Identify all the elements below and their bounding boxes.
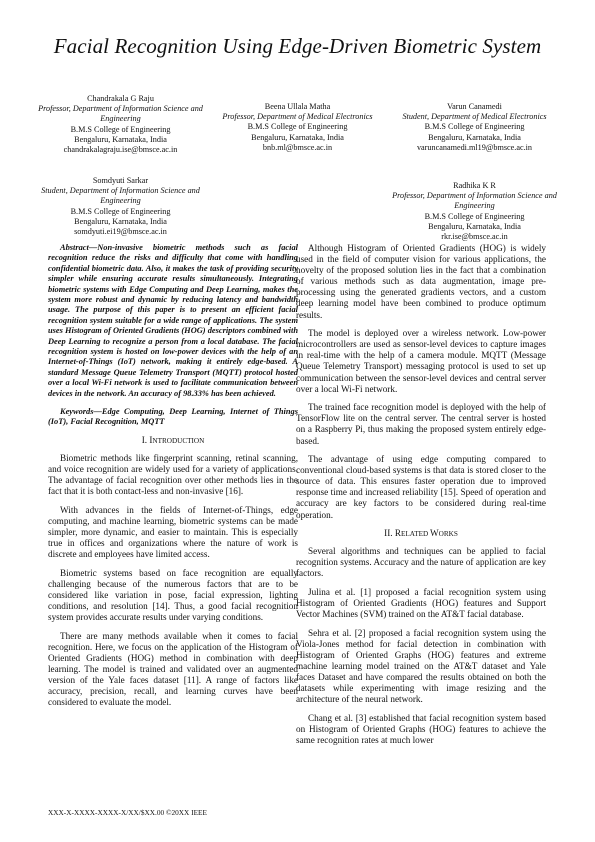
section-title-initial: R (394, 528, 402, 539)
paragraph: Biometric methods like fingerprint scanning, retinal scanning, and voice recognition are widely used for a variety of applications. The advantage of facial recognition over other methods lies in the fact that it is both contact-less and non-invasive [16]. (48, 453, 298, 497)
author-role: Professor, Department of Medical Electronics (222, 112, 373, 122)
section-heading-introduction (48, 435, 298, 447)
author-location: Bengaluru, Karnataka, India (251, 132, 344, 142)
author-institution: B.M.S College of Engineering (424, 211, 525, 221)
author-institution: B.M.S College of Engineering (70, 206, 171, 216)
section-title-rest-2: ORKS (438, 530, 458, 539)
author-email[interactable]: somdyuti.ei19@bmsce.ac.in (74, 227, 167, 237)
paragraph: The trained face recognition model is deployed with the help of TensorFlow lite on the central server. The central server is hosted on a Raspberry Pi, thus making the proposed system entirely edge-based. (296, 402, 546, 446)
author-email[interactable]: rkr.ise@bmsce.ac.in (441, 232, 508, 242)
section-number: II. (384, 528, 393, 539)
author-block-3 (392, 102, 557, 153)
paragraph: Chang et al. [3] established that facial recognition system based on Histogram of Oriented Graphs (HOG) features to achieve the same recognition rates at much lower (296, 712, 546, 746)
author-location: Bengaluru, Karnataka, India (74, 134, 167, 144)
paragraph: Biometric systems based on face recognition are equally challenging because of the numerous factors that are to be considered like variation in pose, facial expression, lighting conditions, and resolution [14]. Thus, a good facial recognition system provides accurate results under varying conditions. (48, 567, 298, 623)
author-role: Professor, Department of Information Science and Engineering (392, 191, 557, 211)
author-name: Chandrakala G Raju (87, 94, 154, 103)
section-title-rest: ELATED (401, 530, 430, 539)
paragraph: Sehra et al. [2] proposed a facial recognition system using the Viola-Jones method for facial detection in combination with Histogram of Oriented Graphs (HOG) features and extreme machine learning model trained on the AT&T dataset and Yale faces Dataset and have compared the results obtained on both the datasets while experimenting with image resizing and the architecture of the neural network. (296, 627, 546, 705)
author-institution: B.M.S College of Engineering (424, 122, 525, 132)
keywords: Keywords—Edge Computing, Deep Learning, Internet of Things (IoT), Facial Recognition, MQTT (48, 406, 298, 426)
section-title-initial: I (149, 434, 153, 445)
author-institution: B.M.S College of Engineering (247, 122, 348, 132)
paragraph: The model is deployed over a wireless network. Low-power microcontrollers are used as sensor-level devices to capture images in real-time with the help of a camera module. MQTT (Message Queue Telemetry Transport) messaging protocol is used to set up communication between the sensor-level devices and central server over a local Wi-Fi network. (296, 328, 546, 394)
paragraph: There are many methods available when it comes to facial recognition. Here, we focus on the application of the Histogram of Oriented Gradients (HOG) method in combination with deep learning. The model is trained and validated over an augmented version of the Yale faces dataset [11]. A range of factors like accuracy, precision, recall, and learning curves have been considered to evaluate the model. (48, 630, 298, 708)
section-title-initial-2: W (429, 528, 439, 539)
paragraph: Julina et al. [1] proposed a facial recognition system using Histogram of Oriented Gradients (HOG) features and Support Vector Machines (SVM) trained on the AT&T facial database. (296, 587, 546, 620)
author-role: Student, Department of Information Science and Engineering (41, 186, 200, 206)
author-location: Bengaluru, Karnataka, India (74, 216, 167, 226)
paragraph: Several algorithms and techniques can be applied to facial recognition systems. Accuracy and the nature of application are key factors. (296, 546, 546, 579)
right-column (296, 243, 546, 754)
author-block-2 (215, 102, 380, 153)
abstract: Abstract—Non-invasive biometric methods such as facial recognition reduce the risks and difficulty that come with handling confidential biometric data. Also, it makes the task of providing security simpler while ensuring accurate results simultaneously. Integrating biometric systems with Edge Computing and Deep Learning, makes the system more robust and dynamic by reducing latency and bandwidth usage. The purpose of this paper is to present an efficient facial recognition system suitable for a wide range of applications. The system uses Histogram of Oriented Gradients (HOG) descriptors combined with Deep Learning to recognize a person from a local database. The facial recognition system is hosted on low-power devices with the help of an Internet-of-Things (IoT) network, making it entirely edge-based. A standard Message Queue Telemetry Transport (MQTT) protocol hosted over a local Wi-Fi network is used to facilitate communication between devices in the network. An accuracy of 98.33% has been achieved. (48, 243, 298, 398)
paragraph: Although Histogram of Oriented Gradients (HOG) is widely used in the field of computer vision for various applications, the novelty of the proposed solution lies in the fact that a combination of various methods such as data augmentation, image pre-processing using the generated gradients vectors, and a custom deep learning model have been combined to produce optimum results. (296, 243, 546, 320)
author-location: Bengaluru, Karnataka, India (428, 132, 521, 142)
author-location: Bengaluru, Karnataka, India (428, 221, 521, 231)
author-role: Student, Department of Medical Electronics (402, 112, 547, 122)
author-block-4 (38, 176, 203, 237)
author-email[interactable]: varuncanamedi.ml19@bmsce.ac.in (416, 142, 533, 152)
section-title-rest: NTRODUCTION (152, 436, 205, 445)
paragraph: The advantage of using edge computing compared to conventional cloud-based systems is that data is stored closer to the source of data. This ensures faster operation due to improved response time and increased reliability [15]. Speed of operation and accuracy are key factors to be considered during real-time operation. (296, 454, 546, 520)
author-block-5 (392, 181, 557, 242)
author-name: Somdyuti Sarkar (92, 176, 149, 185)
author-email[interactable]: chandrakalagraju.ise@bmsce.ac.in (63, 145, 178, 155)
section-number: I. (141, 434, 148, 445)
paper-title: Facial Recognition Using Edge-Driven Biometric System (53, 34, 542, 58)
author-role: Professor, Department of Information Science and Engineering (38, 104, 203, 124)
author-email[interactable]: bnb.ml@bmsce.ac.in (262, 142, 333, 152)
section-heading-related-works (296, 528, 546, 540)
copyright-footer: XXX-X-XXXX-XXXX-X/XX/$XX.00 ©20XX IEEE (48, 808, 207, 817)
author-name: Varun Canamedi (447, 102, 502, 111)
author-name: Beena Ullala Matha (264, 102, 331, 111)
author-institution: B.M.S College of Engineering (70, 124, 171, 134)
left-column (48, 243, 298, 716)
paragraph: With advances in the fields of Internet-of-Things, edge computing, and machine learning, biometric systems can be made simpler, more dynamic, and easier to maintain. This is especially true in offices and organizations where the nature of work is discrete and employees have limited access. (48, 504, 298, 560)
author-name: Radhika K R (453, 181, 496, 190)
author-block-1 (38, 94, 203, 155)
